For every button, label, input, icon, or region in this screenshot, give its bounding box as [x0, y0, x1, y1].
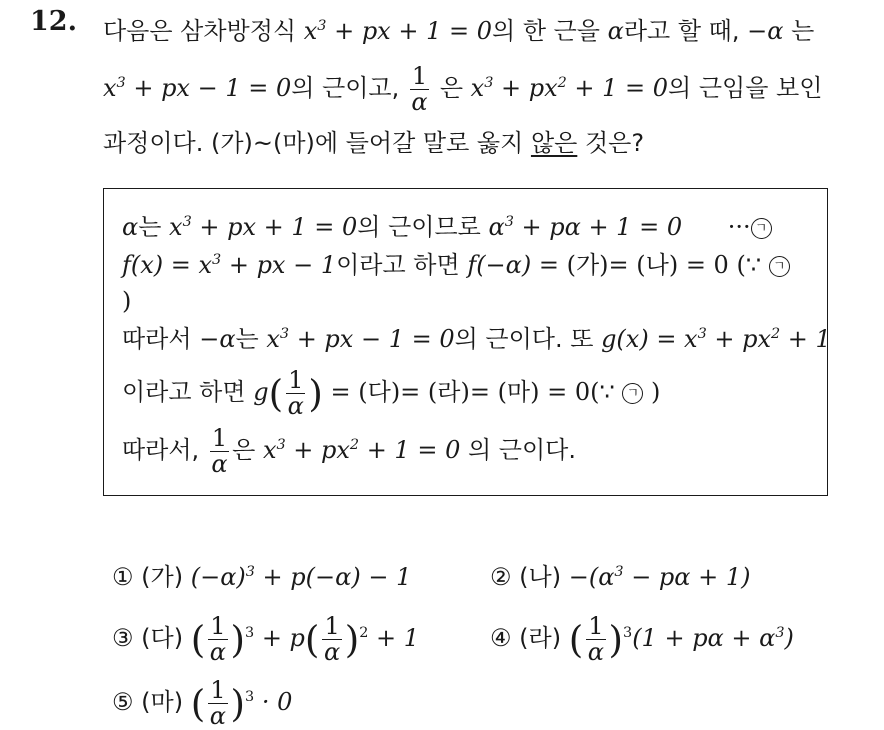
proof-text: 은: [232, 436, 256, 465]
choice-marker: ①: [112, 563, 134, 591]
choice-3[interactable]: ③ (다) ( $\frac{1}{\alpha}$ )$^3$ + p( $\frac{1}{\alpha}$ )$^2$ + 1: [112, 612, 420, 667]
choice-marker: ④: [490, 624, 512, 653]
stem-text: 의 근이고,: [291, 74, 400, 103]
circled-label: ㄱ: [622, 383, 643, 404]
emphasis-text: 않은: [530, 129, 578, 157]
circled-label: ㄱ: [769, 256, 790, 277]
stem-text: 라고 할 때,: [623, 17, 740, 45]
neg-alpha: −α: [747, 17, 784, 45]
stem-text: 의 한 근을: [492, 17, 600, 45]
proof-text: 는: [235, 325, 259, 353]
stem-text: 것은?: [584, 129, 645, 157]
choice-marker: ②: [490, 563, 512, 591]
stem-text: 다음은 삼차방정식: [103, 17, 297, 45]
question-line-2: [103, 64, 822, 115]
ellipsis-marker: ···: [727, 213, 751, 241]
proof-text: 따라서,: [122, 436, 200, 465]
choice-label: (나): [519, 563, 562, 591]
proof-text: 는: [138, 213, 162, 241]
proof-text: 따라서: [122, 325, 192, 353]
proof-text: 의 근이다. 또: [454, 325, 594, 353]
stem-text: 은: [439, 74, 463, 103]
proof-text: = (가)= (나) = 0 (∵: [538, 251, 762, 279]
proof-text: 이라고 하면: [336, 251, 460, 279]
choice-label: (마): [141, 688, 184, 717]
proof-line-4: 따라서 −α는 $x^3$ + px − 1 = 0의 근이다. 또 $g(x) = x^3 + px^2 + 1$: [122, 325, 831, 353]
question-number: 12.: [30, 6, 77, 37]
proof-line-6: 따라서, $\frac{1}{\alpha}$ 은 $x^3 + px^2 + 1 = 0$ 의 근이다.: [122, 424, 576, 479]
proof-text: 의 근이므로: [357, 213, 481, 241]
proof-text: ): [651, 378, 661, 407]
equation: $x^3$ + px − 1 = 0: [103, 74, 292, 103]
alpha: α: [607, 17, 624, 45]
question-line-1: [103, 14, 814, 48]
fraction-one-over-alpha: $\frac{1}{\alpha}$: [411, 62, 428, 117]
proof-line-2: $f(x) = x^3$ + px − 1이라고 하면 f(−α) = (가)= (나) = 0 (∵ ㄱ: [122, 248, 790, 282]
choice-4[interactable]: ④ (라) ( $\frac{1}{\alpha}$ )$^3(1 + p\alpha + \alpha^3)$: [490, 612, 794, 667]
proof-line-5: 이라고 하면 g( $\frac{1}{\alpha}$ ) = (다)= (라)= (마) = 0(∵ ㄱ ): [122, 366, 661, 421]
proof-text: 의 근이다.: [467, 436, 576, 465]
choice-label: (라): [519, 624, 562, 653]
circled-label: ㄱ: [751, 218, 772, 239]
choice-label: (다): [141, 624, 184, 653]
stem-text: 과정이다. (가)~(마)에 들어갈 말로 옳지: [103, 129, 524, 157]
choice-5[interactable]: ⑤ (마) ( $\frac{1}{\alpha}$ )$^3$ · 0: [112, 676, 293, 730]
proof-line-3: ): [122, 287, 132, 315]
stem-text: 의 근임을 보인: [668, 74, 823, 103]
proof-text: 이라고 하면: [122, 378, 246, 407]
choice-1[interactable]: ① (가) $(-\alpha)^3 + p(-\alpha) - 1$: [112, 563, 412, 591]
proof-line-1: α는 $x^3$ + px + 1 = 0의 근이므로 $\alpha^3 + p\alpha + 1 = 0$ ··· ㄱ: [122, 210, 772, 244]
choice-label: (가): [141, 563, 184, 591]
choice-2[interactable]: ② (나) $-(\alpha^3 - p\alpha + 1)$: [490, 563, 751, 591]
question-line-3: [103, 126, 644, 160]
equation: $x^3 + px^2 + 1 = 0$: [470, 74, 669, 103]
choice-marker: ③: [112, 624, 134, 653]
equation: $x^3$ + px + 1 = 0: [303, 17, 492, 45]
choice-marker: ⑤: [112, 688, 134, 717]
stem-text: 는: [791, 17, 815, 45]
proof-text: = (다)= (라)= (마) = 0(∵: [330, 378, 615, 407]
